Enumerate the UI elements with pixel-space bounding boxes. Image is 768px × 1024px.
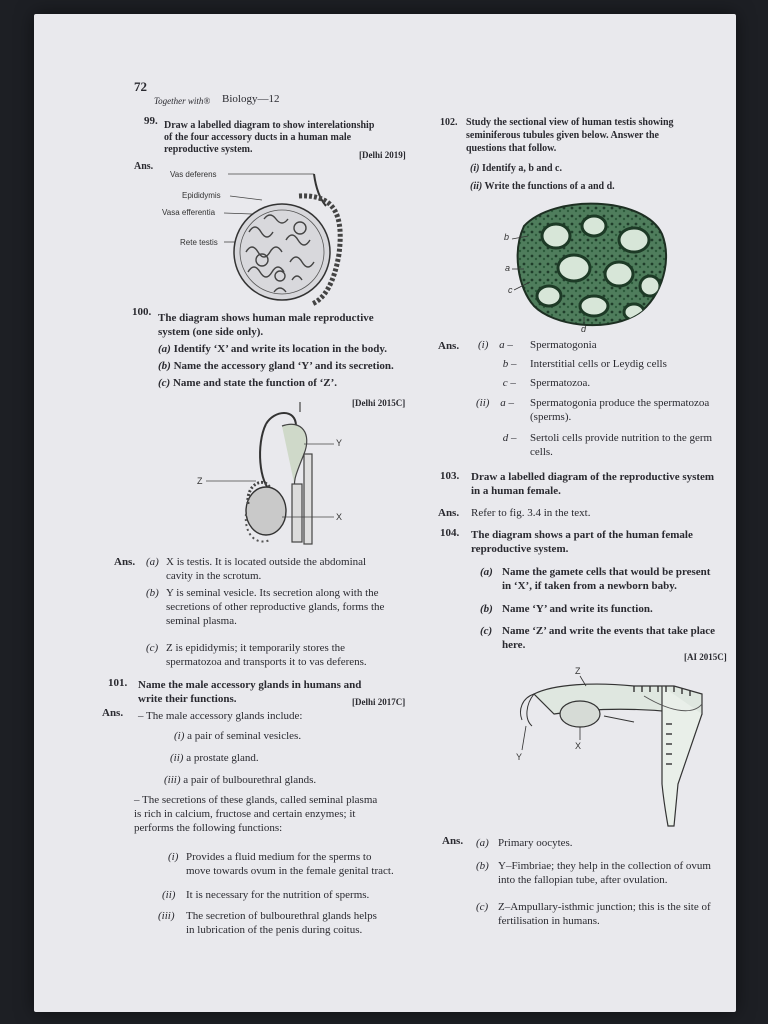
question-number: 102. xyxy=(440,117,458,128)
label-epididymis: Epididymis xyxy=(182,191,221,200)
label-x: X xyxy=(336,512,343,522)
source-tag: [Delhi 2017C] xyxy=(352,697,406,707)
answer-i-b: b – Interstitial cells or Leydig cells xyxy=(502,358,667,370)
question-part-c: (c) Name ‘Z’ and write the events that take place here. xyxy=(480,625,716,651)
question-number: 103. xyxy=(440,470,460,482)
answer-a: (a) Primary oocytes. xyxy=(476,837,573,849)
answer-c: (c) Z is epididymis; it temporarily stores the spermatozoa and transports it to vas deferens. xyxy=(146,642,367,668)
answer-a: (a) X is testis. It is located outside the abdominal cavity in the scrotum. xyxy=(146,556,367,582)
question-part-b: (b) Name the accessory gland ‘Y’ and its secretion. xyxy=(158,360,394,372)
answer-i-a: (i) a – Spermatogonia xyxy=(478,339,597,351)
answer-c: (c) Z–Ampullary-isthmic junction; this is the site of fertilisation in humans. xyxy=(476,901,711,927)
ans-label: Ans. xyxy=(438,340,460,352)
label-d: d xyxy=(581,324,587,334)
answer-text: Refer to fig. 3.4 in the text. xyxy=(471,507,591,519)
question-number: 100. xyxy=(132,306,152,318)
answer-ii-d: d – Sertoli cells provide nutrition to the germ cells. xyxy=(502,432,713,458)
ans-label: Ans. xyxy=(134,161,154,172)
label-a: a xyxy=(505,263,511,273)
page-number: 72 xyxy=(134,79,147,94)
question-part-i: (i) Identify a, b and c. xyxy=(470,163,562,174)
question-text: The diagram shows human male reproductive system (one side only). xyxy=(158,312,374,338)
question-text: Draw a labelled diagram of the reproductive system in a human female. xyxy=(471,471,715,497)
label-b: b xyxy=(504,232,510,242)
function-item-2: (ii) It is necessary for the nutrition of sperms. xyxy=(162,889,370,901)
ans-label: Ans. xyxy=(442,835,464,847)
question-part-ii: (ii) Write the functions of a and d. xyxy=(470,181,615,192)
question-part-a: (a) Identify ‘X’ and write its location in the body. xyxy=(158,343,387,355)
source-tag: [AI 2015C] xyxy=(684,652,727,662)
label-y: Y xyxy=(516,752,523,762)
ans-label: Ans. xyxy=(102,707,124,719)
answer-intro: – The male accessory glands include: xyxy=(138,710,303,722)
question-number: 104. xyxy=(440,527,460,539)
answer-b: (b) Y is seminal vesicle. Its secretion along with the secretions of other reproductive glands, forms the seminal plasma. xyxy=(146,587,385,627)
answer-i-c: c – Spermatozoa. xyxy=(502,377,591,389)
textbook-page xyxy=(34,14,736,1012)
source-tag: [Delhi 2019] xyxy=(359,150,406,160)
answer-b: (b) Y–Fimbriae; they help in the collection of ovum into the fallopian tube, after ovulation. xyxy=(476,860,711,886)
question-text: The diagram shows a part of the human female reproductive system. xyxy=(471,529,693,555)
label-x: X xyxy=(575,741,582,751)
label-y: Y xyxy=(336,438,343,448)
gland-item-2: (ii) a prostate gland. xyxy=(170,752,259,764)
label-z: Z xyxy=(197,476,203,486)
question-part-b: (b) Name ‘Y’ and write its function. xyxy=(480,603,653,615)
ans-label: Ans. xyxy=(114,556,136,568)
answer-ii-a: (ii) a – Spermatogonia produce the spermatozoa (sperms). xyxy=(476,397,710,423)
label-vasa-efferentia: Vasa efferentia xyxy=(162,208,216,217)
gland-item-1: (i) a pair of seminal vesicles. xyxy=(174,730,302,742)
question-text: Study the sectional view of human testis showing seminiferous tubules given below. Answer the questions that follow. xyxy=(466,117,674,154)
question-text: Name the male accessory glands in humans and write their functions. xyxy=(138,679,362,705)
label-rete-testis: Rete testis xyxy=(180,238,218,247)
question-number: 99. xyxy=(144,115,158,127)
function-item-3: (iii) The secretion of bulbourethral glands helps in lubrication of the penis during coitus. xyxy=(158,910,377,936)
answer-paragraph: – The secretions of these glands, called seminal plasma is rich in calcium, fructose and certain enzymes; it performs the following functions: xyxy=(134,794,378,834)
label-c: c xyxy=(508,285,513,295)
question-part-a: (a) Name the gamete cells that would be present in ‘X’, if taken from a newborn baby. xyxy=(480,566,711,592)
label-z: Z xyxy=(575,666,581,676)
label-vas-deferens: Vas deferens xyxy=(170,170,217,179)
question-text: Draw a labelled diagram to show interelationship of the four accessory ducts in a human male reproductive system. xyxy=(164,120,375,155)
question-part-c: (c) Name and state the function of ‘Z’. xyxy=(158,377,338,389)
function-item-1: (i) Provides a fluid medium for the sperms to move towards ovum in the female genital tract. xyxy=(168,851,394,877)
question-number: 101. xyxy=(108,677,128,689)
ans-label: Ans. xyxy=(438,507,460,519)
brand-logo: Together with® xyxy=(154,96,211,106)
source-tag: [Delhi 2015C] xyxy=(352,398,406,408)
gland-item-3: (iii) a pair of bulbourethral glands. xyxy=(164,774,317,786)
subject-title: Biology—12 xyxy=(222,93,280,105)
